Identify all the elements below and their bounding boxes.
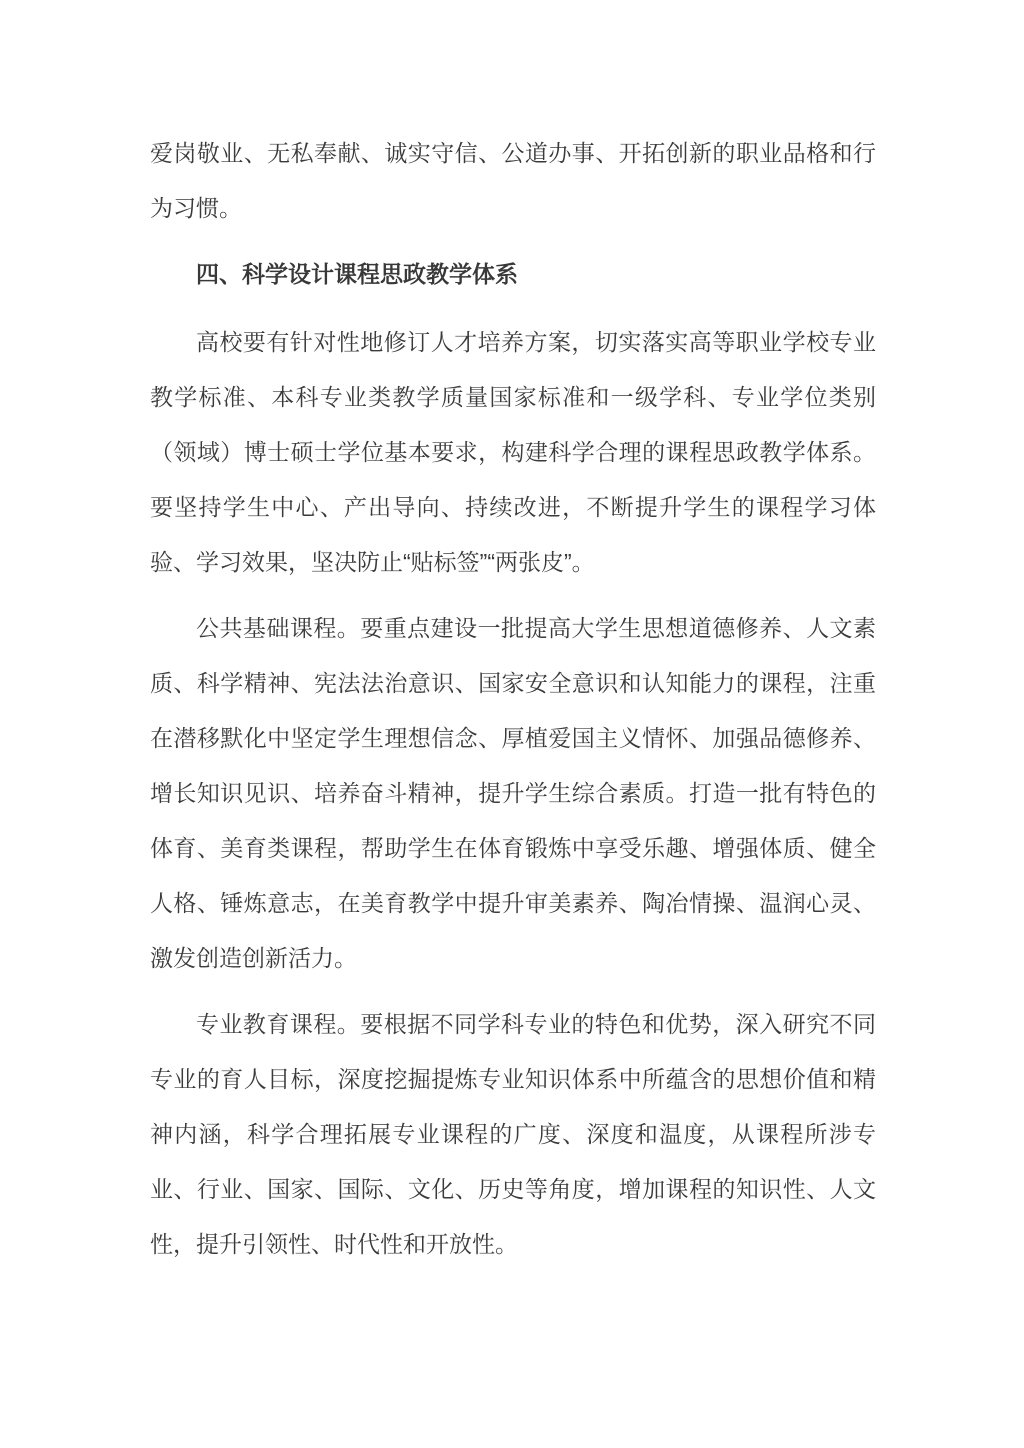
paragraph-professional-education-courses: 专业教育课程。要根据不同学科专业的特色和优势，深入研究不同专业的育人目标，深度挖掘提炼专业知识体系中所蕴含的思想价值和精神内涵，科学合理拓展专业课程的广度、深度和温度，从课程所涉专业、行业、国家、国际、文化、历史等角度，增加课程的知识性、人文性，提升引领性、时代性和开放性。: [150, 1011, 876, 1257]
paragraph-curriculum-system: 高校要有针对性地修订人才培养方案，切实落实高等职业学校专业教学标准、本科专业类教学质量国家标准和一级学科、专业学位类别（领域）博士硕士学位基本要求，构建科学合理的课程思政教学体系。要坚持学生中心、产出导向、持续改进，不断提升学生的课程学习体验、学习效果，坚决防止“贴标签”“两张皮”。: [150, 329, 876, 575]
paragraph-continuation: 爱岗敬业、无私奉献、诚实守信、公道办事、开拓创新的职业品格和行为习惯。: [150, 140, 876, 221]
section-heading: 四、科学设计课程思政教学体系: [196, 261, 518, 287]
paragraph-public-basic-courses: 公共基础课程。要重点建设一批提高大学生思想道德修养、人文素质、科学精神、宪法法治意识、国家安全意识和认知能力的课程，注重在潜移默化中坚定学生理想信念、厚植爱国主义情怀、加强品德修养、增长知识见识、培养奋斗精神，提升学生综合素质。打造一批有特色的体育、美育类课程，帮助学生在体育锻炼中享受乐趣、增强体质、健全人格、锤炼意志，在美育教学中提升审美素养、陶冶情操、温润心灵、激发创造创新活力。: [150, 615, 876, 971]
